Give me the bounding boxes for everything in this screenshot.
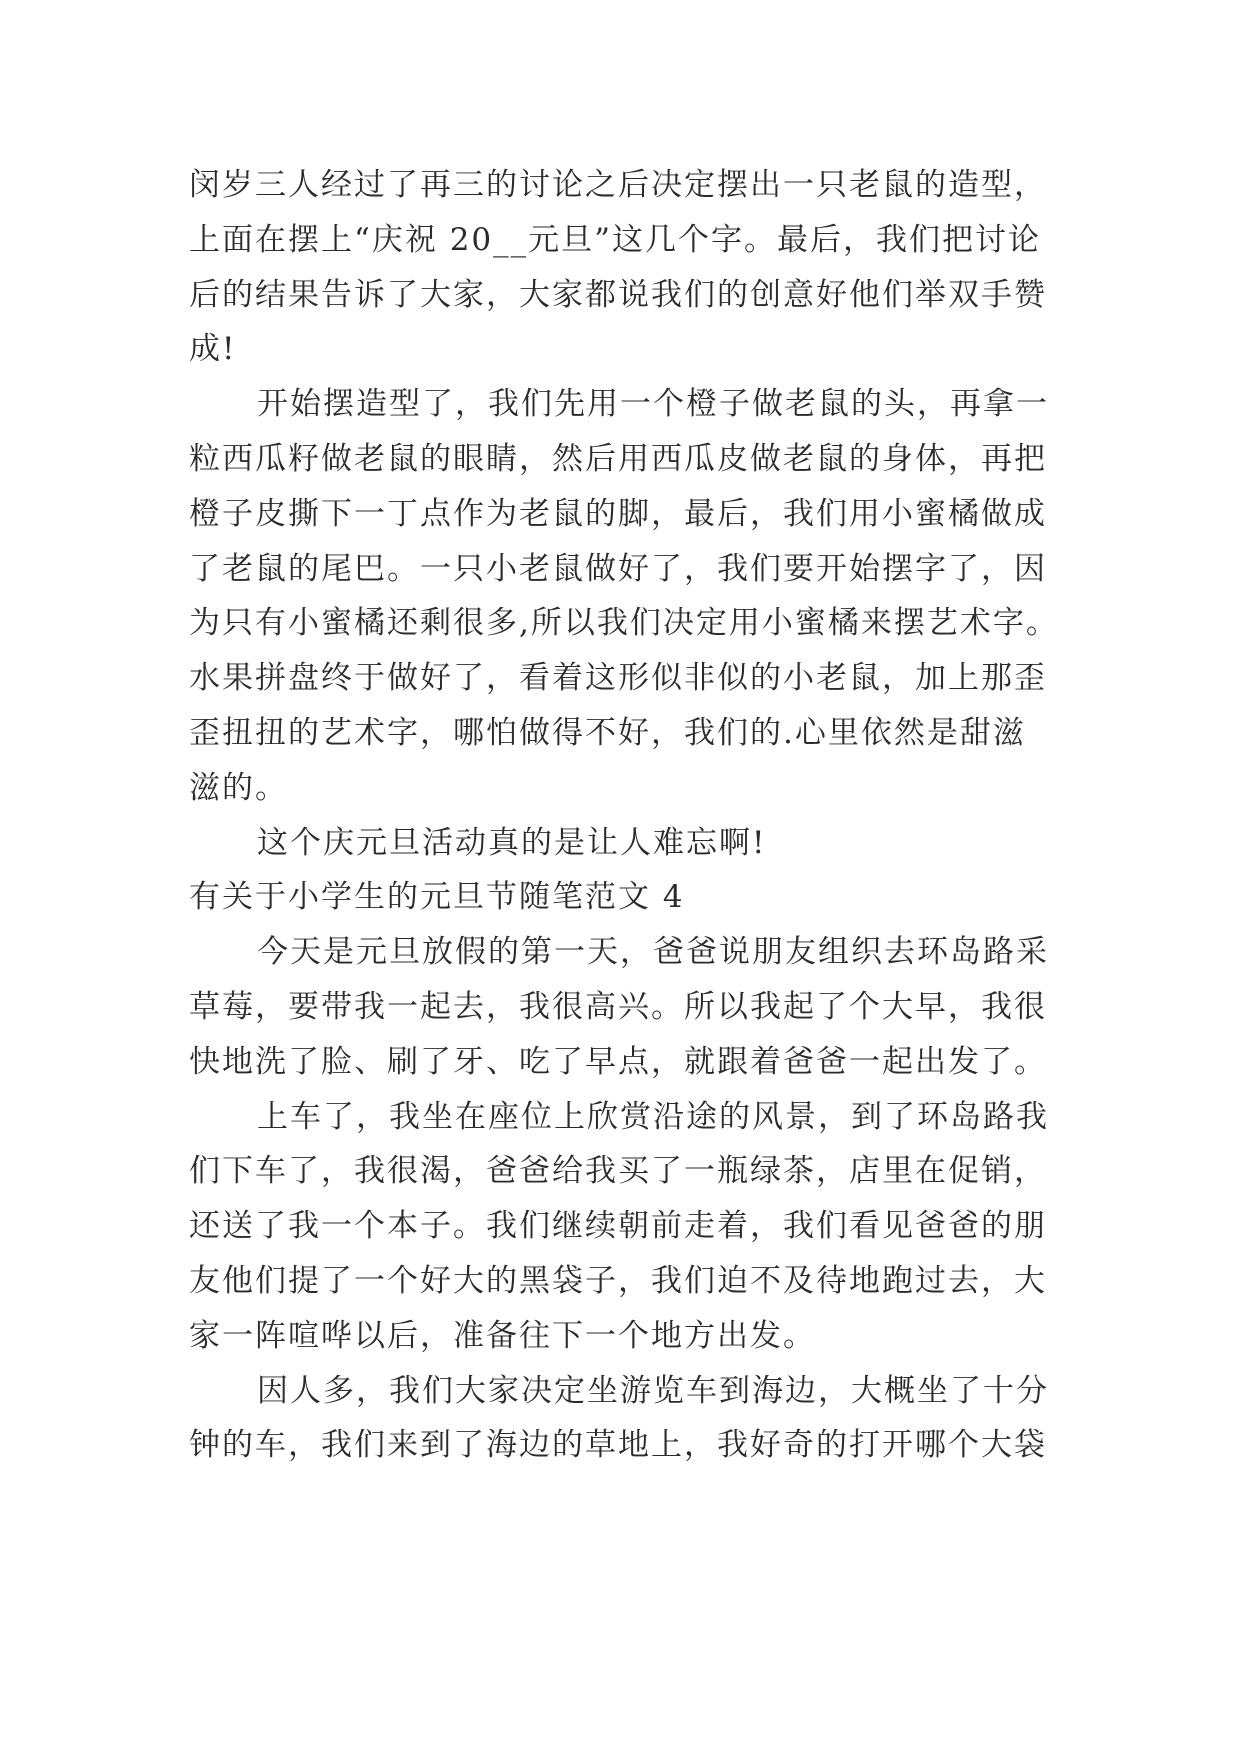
- paragraph-first-line: 因人多，我们大家决定坐游览车到海边，大概坐了十分: [257, 1372, 1049, 1409]
- text-line: 粒西瓜籽做老鼠的眼睛，然后用西瓜皮做老鼠的身体，再把: [189, 440, 1047, 477]
- paragraph-first-line: 开始摆造型了，我们先用一个橙子做老鼠的头，再拿一: [257, 386, 1049, 423]
- text-line: 闵岁三人经过了再三的讨论之后决定摆出一只老鼠的造型，: [189, 167, 1047, 203]
- text-line: 快地洗了脸、刷了牙、吃了早点，就跟着爸爸一起出发了。: [189, 1043, 1047, 1080]
- paragraph-first-line: 这个庆元旦活动真的是让人难忘啊!: [257, 824, 767, 861]
- text-line: 家一阵喧哗以后，准备往下一个地方出发。: [189, 1317, 816, 1354]
- text-line: 滋的。: [189, 769, 288, 806]
- text-line: 上面在摆上“庆祝 20__元旦”这几个字。最后，我们把讨论: [189, 221, 1041, 258]
- paragraph-first-line: 上车了，我坐在座位上欣赏沿途的风景，到了环岛路我: [257, 1098, 1049, 1135]
- text-line: 歪扭扭的艺术字，哪怕做得不好，我们的.心里依然是甜滋: [189, 714, 1026, 751]
- text-line: 橙子皮撕下一丁点作为老鼠的脚，最后，我们用小蜜橘做成: [189, 495, 1047, 532]
- text-line: 后的结果告诉了大家，大家都说我们的创意好他们举双手赞: [189, 276, 1047, 313]
- text-line: 成!: [189, 331, 237, 368]
- text-line: 们下车了，我很渴，爸爸给我买了一瓶绿茶，店里在促销，: [189, 1153, 1047, 1190]
- text-line: 为只有小蜜橘还剩很多,所以我们决定用小蜜橘来摆艺术字。: [189, 605, 1059, 642]
- text-line: 还送了我一个本子。我们继续朝前走着，我们看见爸爸的朋: [189, 1208, 1047, 1245]
- paragraph-first-line: 今天是元旦放假的第一天，爸爸说朋友组织去环岛路采: [257, 934, 1049, 971]
- document-body: [189, 158, 1069, 1473]
- text-line: 了老鼠的尾巴。一只小老鼠做好了，我们要开始摆字了，因: [189, 550, 1047, 587]
- text-line: 钟的车，我们来到了海边的草地上，我好奇的打开哪个大袋: [189, 1427, 1047, 1464]
- text-line: 友他们提了一个好大的黑袋子，我们迫不及待地跑过去，大: [189, 1262, 1047, 1299]
- text-line: 草莓，要带我一起去，我很高兴。所以我起了个大早，我很: [189, 988, 1047, 1025]
- text-line: 水果拼盘终于做好了，看着这形似非似的小老鼠，加上那歪: [189, 660, 1047, 697]
- section-heading: 有关于小学生的元旦节随笔范文 4: [189, 879, 685, 916]
